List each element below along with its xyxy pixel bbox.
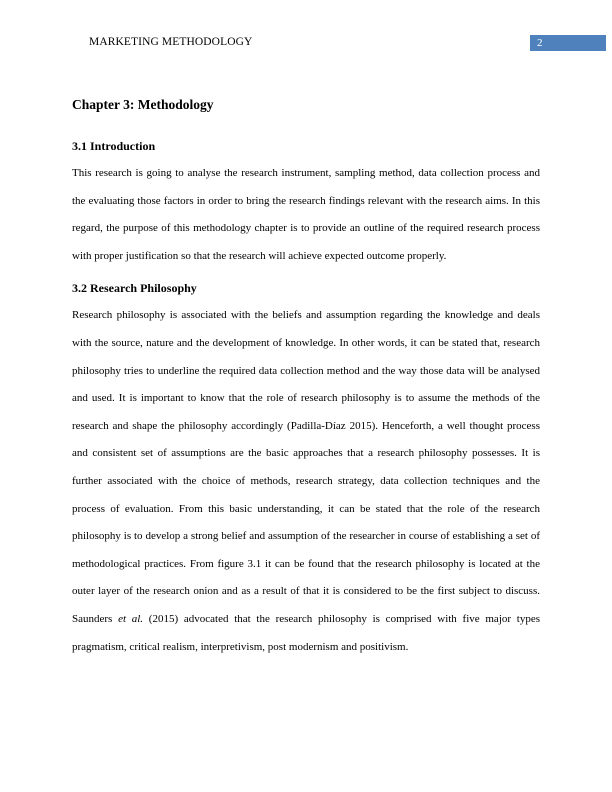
philosophy-body-text-2: (2015) advocated that the research philosophy is comprised with five major types pragmatism, critical realism, interpretivism, post modernism and positivism. xyxy=(72,612,540,653)
section-body-research-philosophy xyxy=(72,302,540,661)
chapter-title: Chapter 3: Methodology xyxy=(72,97,214,112)
section-body-introduction: This research is going to analyse the research instrument, sampling method, data collection process and the evaluating those factors in order to bring the research findings relevant with the research aims. In this regard, the purpose of this methodology chapter is to provide an outline of the required research process with proper justification so that the research will achieve expected outcome properly. xyxy=(72,167,540,262)
section-heading-research-philosophy: 3.2 Research Philosophy xyxy=(72,281,197,296)
section-heading-introduction: 3.1 Introduction xyxy=(72,139,156,153)
page-content xyxy=(72,97,540,661)
philosophy-body-text-1: Research philosophy is associated with the beliefs and assumption regarding the knowledge and deals with the source, nature and the development of knowledge. In other words, it can be stated that, research philosophy tries to underline the required data collection method and the way those data will be analysed and used. It is important to know that the role of research philosophy is to assume the methods of the research and shape the philosophy accordingly (Padilla-Díaz 2015). Henceforth, a well thought process and consistent set of assumptions are the basic approaches that a research philosophy possesses. It is further associated with the choice of methods, research strategy, data collection techniques and the process of evaluation. From this basic understanding, it can be stated that the role of the research philosophy is to develop a strong belief and assumption of the researcher in course of establishing a set of methodological practices. From figure 3.1 it can be found that the research philosophy is located at the outer layer of the research onion and as a result of that it is considered to be the first subject to discuss. Saunders xyxy=(72,309,540,625)
running-header-title: MARKETING METHODOLOGY xyxy=(89,36,253,48)
page-number-badge: 2 xyxy=(530,35,606,51)
citation-et-al: et al. xyxy=(118,612,144,625)
